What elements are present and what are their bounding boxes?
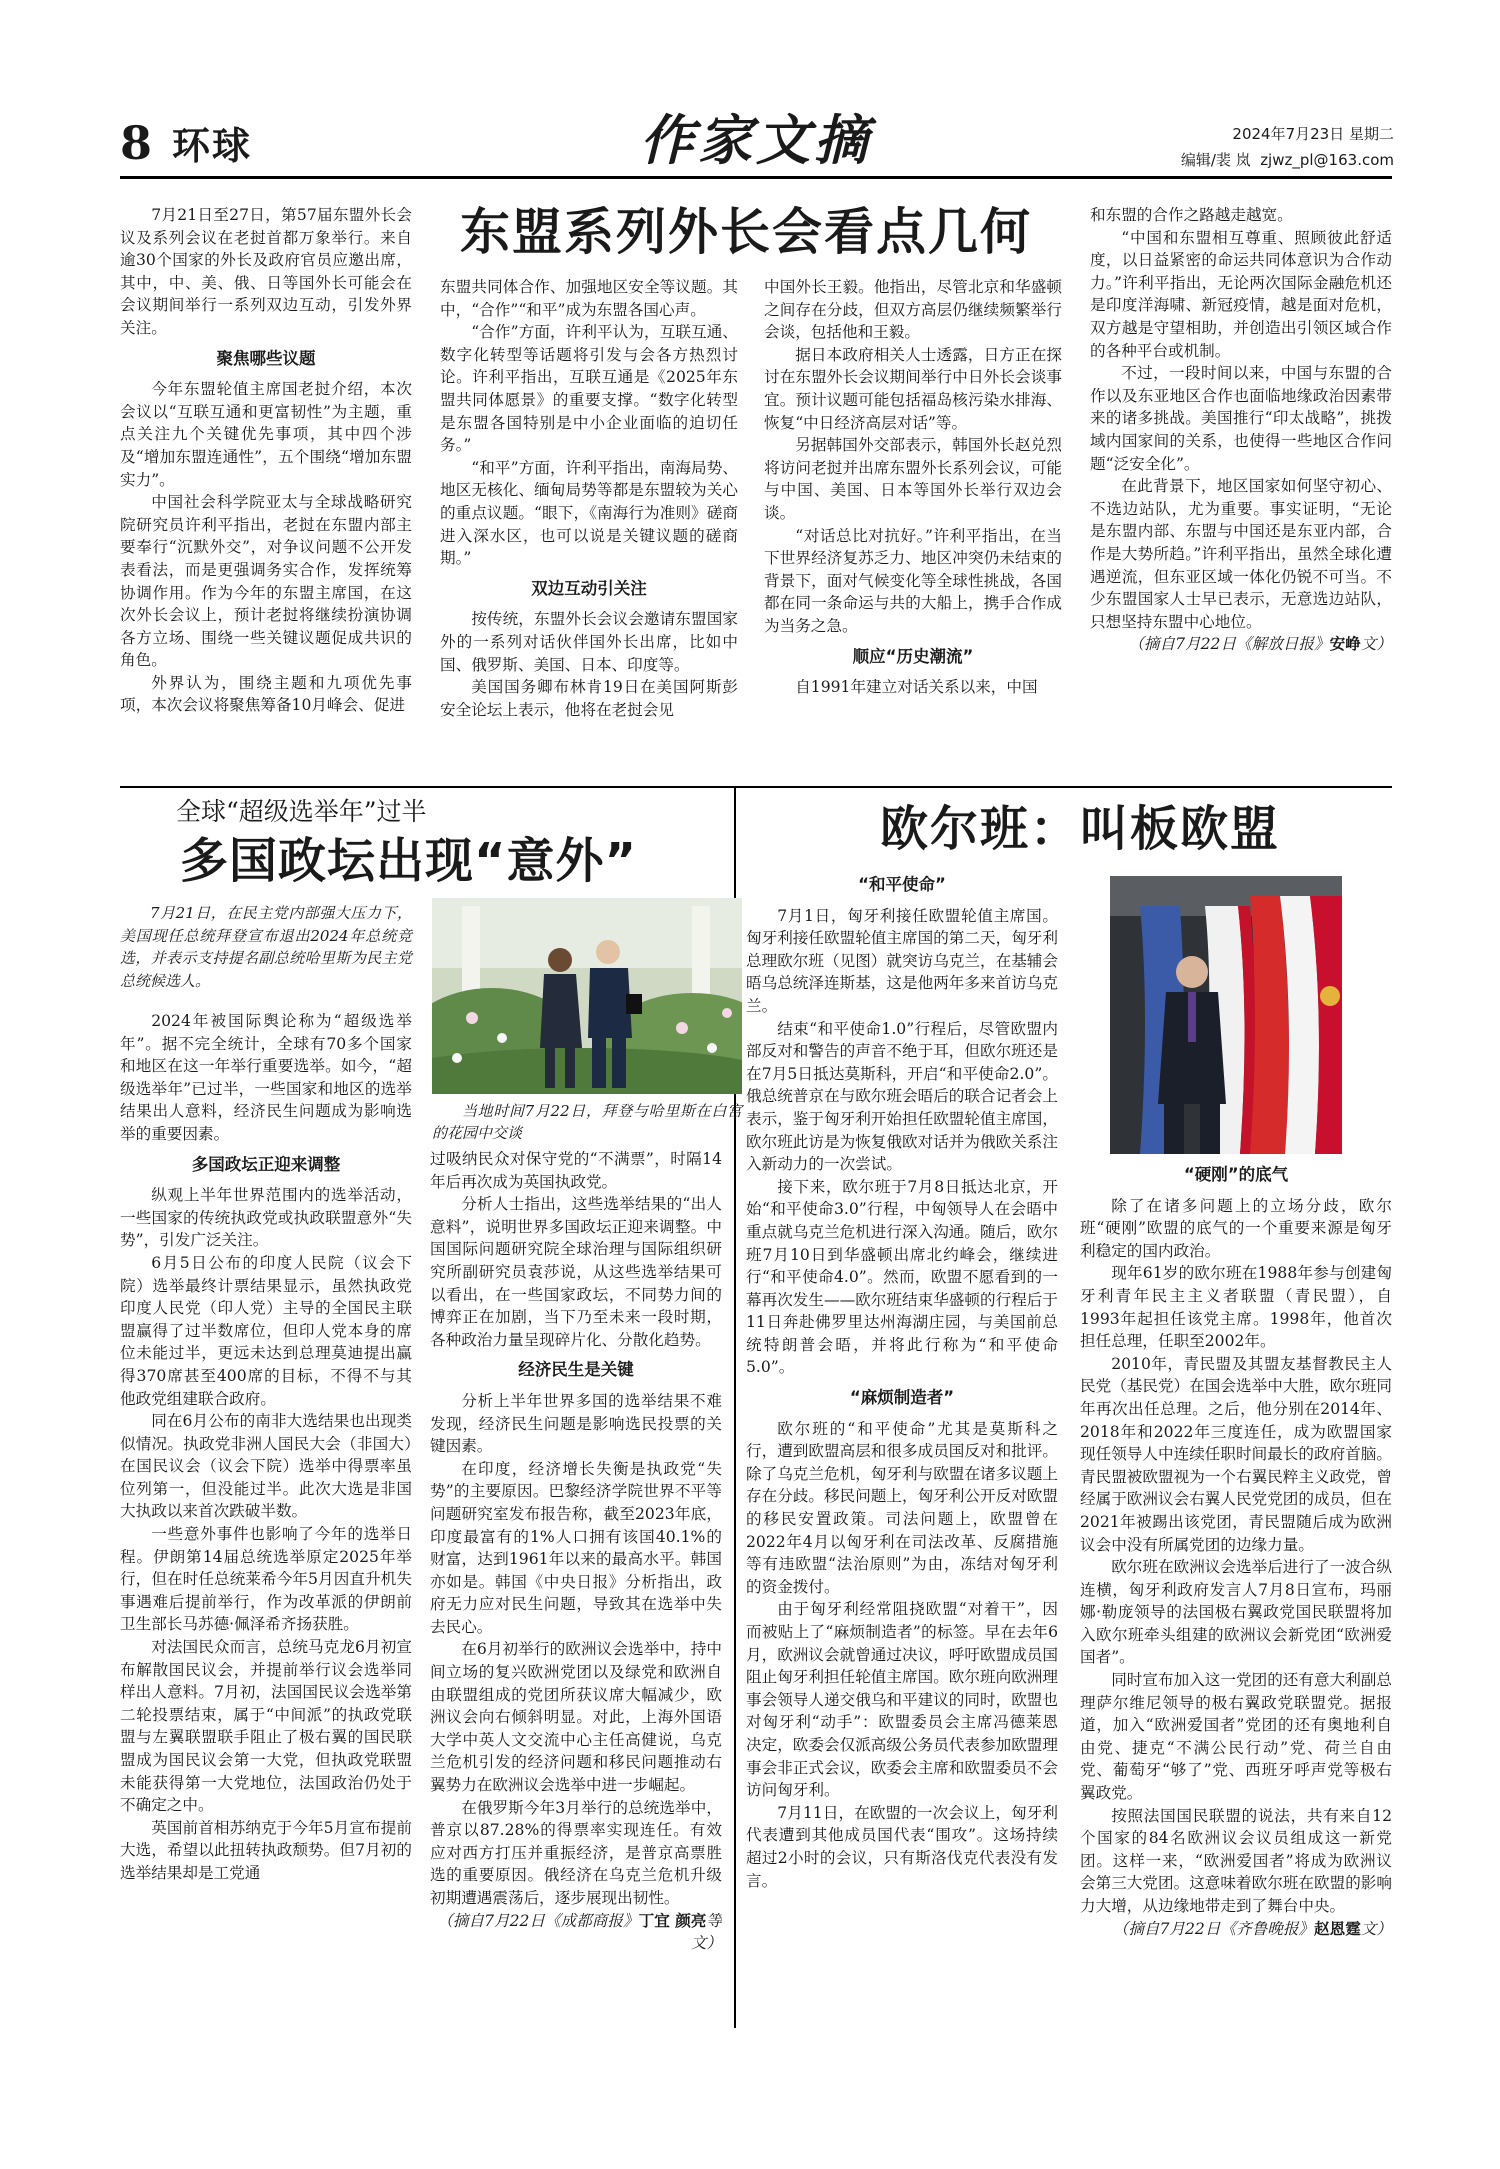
paragraph: 今年东盟轮值主席国老挝介绍，本次会议以“互联互通和更富韧性”为主题，重点关注九个关键优先事项，其中四个涉及“增加东盟连通性”，五个围绕“增加东盟实力”。	[120, 380, 412, 489]
a3-headline: 欧尔班：叫板欧盟	[880, 801, 1281, 857]
paragraph: 东盟共同体合作、加强地区安全等议题。其中，“合作”“和平”成为东盟各国心声。	[440, 278, 738, 319]
a1-column-4	[1090, 204, 1392, 768]
paragraph: 同时宣布加入这一党团的还有意大利副总理萨尔维尼领导的极右翼政党联盟党。据报道，加入“欧洲爱国者”党团的还有奥地利自由党、捷克“不满公民行动”党、荷兰自由党、葡萄牙“够了”党、西班牙呼声党等极右翼政党。	[1080, 1671, 1392, 1803]
masthead-rule	[120, 176, 1392, 179]
paragraph: 在此背景下，地区国家如何坚守初心、不选边站队，尤为重要。事实证明，“无论是东盟内部、东盟与中国还是东亚内部，合作是大势所趋。”许利平指出，虽然全球化遭遇逆流，但东亚区域一体化仍锐不可当。不少东盟国家人士早已表示，无意选边站队，只想坚持东盟中心地位。	[1090, 477, 1392, 631]
paragraph: 一些意外事件也影响了今年的选举日程。伊朗第14届总统选举原定2025年举行，但在时任总统莱希今年5月因直升机失事遇难后提前举行，作为改革派的伊朗前卫生部长马苏德·佩泽希齐扬获胜。	[120, 1525, 412, 1634]
source-close: 文）	[1360, 1919, 1392, 1938]
a3-column-2	[1080, 1160, 1392, 2026]
paragraph: 除了在诸多问题上的立场分歧，欧尔班“硬刚”欧盟的底气的一个重要来源是匈牙利稳定的国内政治。	[1080, 1196, 1392, 1260]
a1-column-3	[764, 276, 1062, 768]
page-number: 8	[120, 116, 153, 170]
paragraph: 现年61岁的欧尔班在1988年参与创建匈牙利青年民主主义者联盟（青民盟），自1993年起担任该党主席。1998年，他首次担任总理，任职至2002年。	[1080, 1264, 1392, 1351]
photo-subheading: “硬刚”的底气	[1183, 1165, 1289, 1184]
source-line	[1080, 1918, 1392, 1941]
paragraph: 2010年，青民盟及其盟友基督教民主人民党（基民党）在国会选举中大胜，欧尔班同年再次出任总理。之后，他分别在2014年、2018年和2022年三度连任，成为欧盟国家现任领导人中连续任职时间最长的政府首脑。青民盟被欧盟视为一个右翼民粹主义政党，曾经属于欧洲议会右翼人民党党团的成员，但在2021年被踢出该党团，青民盟随后成为欧洲议会中没有所属党团的边缘力量。	[1080, 1354, 1392, 1554]
editor-line	[1180, 150, 1394, 170]
editor-name: 编辑/裴 岚	[1180, 151, 1251, 169]
subheading: 顺应“历史潮流”	[852, 646, 974, 666]
paragraph: “对话总比对抗好。”许利平指出，在当下世界经济复苏乏力、地区冲突仍未结束的背景下，面对气候变化等全球性挑战，各国都在同一条命运与共的大船上，携手合作成为当务之急。	[764, 526, 1062, 635]
editor-email: zjwz_pl@163.com	[1260, 151, 1394, 169]
paragraph: 欧尔班的“和平使命”尤其是莫斯科之行，遭到欧盟高层和很多成员国反对和批评。除了乌克兰危机，匈牙利与欧盟在诸多议题上存在分歧。移民问题上，匈牙利公开反对欧盟的移民安置政策。司法问题上，欧盟曾在2022年4月以匈牙利在司法改革、反腐措施等有违欧盟“法治原则”为由，冻结对匈牙利的资金拨付。	[746, 1419, 1058, 1596]
paragraph: 过吸纳民众对保守党的“不满票”，时隔14年后再次成为英国执政党。	[430, 1150, 722, 1191]
paragraph: 据日本政府相关人士透露，日方正在探讨在东盟外长会议期间举行中日外长会谈事宜。预计议题可能包括福岛核污染水排海、恢复“中日经济高层对话”等。	[764, 345, 1062, 432]
paragraph: 由于匈牙利经常阻挠欧盟“对着干”，因而被贴上了“麻烦制造者”的标签。早在去年6月，欧洲议会就曾通过决议，呼吁欧盟成员国阻止匈牙利担任轮值主席国。欧尔班向欧洲理事会领导人递交俄乌和平建议的同时，欧盟也对匈牙利“动手”：欧盟委员会主席冯德莱恩决定，欧委会仅派高级公务员代表参加欧盟理事会非正式会议，欧委会主席和欧盟委员不会访问匈牙利。	[746, 1600, 1058, 1800]
paragraph: 纵观上半年世界范围内的选举活动，一些国家的传统执政党或执政联盟意外“失势”，引发广泛关注。	[120, 1186, 412, 1250]
subheading: “麻烦制造者”	[849, 1388, 955, 1408]
paragraph: 6月5日公布的印度人民院（议会下院）选举最终计票结果显示，虽然执政党印度人民党（印人党）主导的全国民主联盟赢得了过半数席位，但印人党本身的席位未能过半，更远未达到总理莫迪提出赢得370席甚至400席的目标，不得不与其他政党组建联合政府。	[120, 1253, 412, 1408]
biden-harris-photo	[432, 898, 742, 1094]
paragraph: 7月21日至27日，第57届东盟外长会议及系列会议在老挝首都万象举行。来自逾30个国家的外长及政府官员应邀出席，其中，中、美、俄、日等国外长可能会在会议期间举行一系列双边互动，引发外界关注。	[120, 206, 412, 337]
paragraph: 和东盟的合作之路越走越宽。	[1090, 206, 1293, 224]
source-line	[430, 1910, 722, 1955]
paragraph: 自1991年建立对话关系以来，中国	[795, 678, 1038, 697]
paragraph: “中国和东盟相互尊重、照顾彼此舒适度，以日益紧密的命运共同体意识为合作动力。”许利平指出，无论两次国际金融危机还是印度洋海啸、新冠疫情，越是面对危机，双方越是守望相助，并创造出引领区域合作的各种平台或机制。	[1090, 228, 1392, 360]
paragraph: 中国外长王毅。他指出，尽管北京和华盛顿之间存在分歧，但双方高层仍继续频繁举行会谈，包括他和王毅。	[764, 278, 1062, 342]
a2-column-2	[430, 1148, 722, 2026]
a1-column-1	[120, 204, 412, 768]
paragraph: 中国社会科学院亚太与全球战略研究院研究员许利平指出，老挝在东盟内部主要奉行“沉默外交”，对争议问题不公开发表看法，而是更强调务实合作，发挥统筹协调作用。作为今年的东盟主席国，在这次外长会议上，预计老挝将继续扮演协调各方立场、围绕一些关键议题促成共识的角色。	[120, 493, 412, 670]
section-divider	[120, 786, 1392, 788]
author-name: 赵恩霆	[1314, 1918, 1361, 1938]
orban-photo	[1110, 876, 1342, 1154]
photo-caption: 当地时间7月22日，拜登与哈里斯在白宫的花园中交谈	[432, 1102, 742, 1142]
a1-column-2	[440, 276, 738, 768]
author-name: 安峥	[1329, 634, 1361, 654]
a1-headline: 东盟系列外长会看点几何	[460, 203, 1032, 261]
a2-headline: 多国政坛出现“意外”	[180, 833, 638, 889]
section-name: 环球	[172, 124, 253, 168]
paragraph: 接下来，欧尔班于7月8日抵达北京，开始“和平使命3.0”行程，中匈领导人在会晤中重点就乌克兰危机进行深入沟通。随后，欧尔班7月10日到华盛顿出席北约峰会，继续进行“和平使命4.0”。然而，欧盟不愿看到的一幕再次发生——欧尔班结束华盛顿的行程后于11日奔赴佛罗里达州海湖庄园，与美国前总统特朗普会晤，并将此行称为“和平使命5.0”。	[746, 1177, 1058, 1377]
paragraph: “和平”方面，许利平指出，南海局势、地区无核化、缅甸局势等都是东盟较为关心的重点议题。“眼下，《南海行为准则》磋商进入深水区，也可以说是关键议题的磋商期。”	[440, 458, 738, 568]
source-close: 文）	[1360, 635, 1392, 654]
paragraph: 不过，一段时间以来，中国与东盟的合作以及东亚地区合作也面临地缘政治因素带来的诸多挑战。美国推行“印太战略”，挑拨域内国家间的关系，也使得一些地区合作问题“泛安全化”。	[1090, 364, 1392, 473]
paragraph: 欧尔班在欧洲议会选举后进行了一波合纵连横，匈牙利政府发言人7月8日宣布，玛丽娜·勒庞领导的法国极右翼政党国民联盟将加入欧尔班牵头组建的欧洲议会新党团“欧洲爱国者”。	[1080, 1558, 1392, 1667]
a2-column-1	[120, 1010, 412, 2026]
paragraph: 在印度，经济增长失衡是执政党“失势”的主要原因。巴黎经济学院世界不平等问题研究室发布报告称，截至2023年底，印度最富有的1%人口拥有该国40.1%的财富，达到1961年以来的最高水平。韩国亦如是。韩国《中央日报》分析指出，政府无力应对民生问题，导致其在选举中失去民心。	[430, 1459, 722, 1636]
source-text: （摘自7月22日《解放日报》	[1128, 635, 1330, 654]
issue-date: 2024年7月23日 星期二	[1232, 125, 1394, 143]
a2-lead: 7月21日，在民主党内部强大压力下，美国现任总统拜登宣布退出2024年总统竞选，并表示支持提名副总统哈里斯为民主党总统候选人。	[120, 904, 412, 990]
paragraph: 7月11日，在欧盟的一次会议上，匈牙利代表遭到其他成员国代表“围攻”。这场持续超过2小时的会议，只有斯洛伐克代表没有发言。	[746, 1803, 1058, 1890]
newspaper-logo: 作家文摘	[640, 108, 872, 172]
source-text: （摘自7月22日《成都商报》	[437, 1911, 639, 1930]
paragraph: 结束“和平使命1.0”行程后，尽管欧盟内部反对和警告的声音不绝于耳，但欧尔班还是在7月5日抵达莫斯科，开启“和平使命2.0”。俄总统普京在与欧尔班会晤后的联合记者会上表示，鉴于匈牙利开始担任欧盟轮值主席国，欧尔班此访是为恢复俄欧对话并为俄欧关系注入新动力的一次尝试。	[746, 1019, 1058, 1174]
paragraph: 按传统，东盟外长会议会邀请东盟国家外的一系列对话伙伴国外长出席，比如中国、俄罗斯、美国、日本、印度等。	[440, 610, 738, 674]
paragraph: 英国前首相苏纳克于今年5月宣布提前大选，希望以此扭转执政颓势。但7月初的选举结果却是工党通	[120, 1818, 412, 1882]
a3-column-1	[746, 870, 1058, 2026]
paragraph: 2024年被国际舆论称为“超级选举年”。据不完全统计，全球有70多个国家和地区在这一年举行重要选举。如今，“超级选举年”已过半，一些国家和地区的选举结果出人意料，经济民生问题成为影响选举的重要因素。	[120, 1012, 412, 1143]
photo-illustration	[432, 898, 742, 1094]
source-close: 等文）	[690, 1911, 722, 1953]
author-name: 丁宜 颜亮	[638, 1910, 707, 1930]
subheading: 双边互动引关注	[531, 578, 647, 598]
paragraph: 在6月初举行的欧洲议会选举中，持中间立场的复兴欧洲党团以及绿党和欧洲自由联盟组成的党团所获议席大幅减少，欧洲议会向右倾斜明显。对此，上海外国语大学中英人文交流中心主任高健说，乌克兰危机引发的经济问题和移民问题推动右翼势力在欧洲议会选举中进一步崛起。	[430, 1640, 722, 1795]
paragraph: 同在6月公布的南非大选结果也出现类似情况。执政党非洲人国民大会（非国大）在国民议会（议会下院）选举中得票率虽位列第一，但没能过半。此次大选是非国大执政以来首次跌破半数。	[120, 1412, 412, 1521]
subheading: “和平使命”	[858, 875, 946, 894]
subheading: 多国政坛正迎来调整	[191, 1154, 341, 1174]
paragraph: 在俄罗斯今年3月举行的总统选举中，普京以87.28%的得票率实现连任。有效应对西方打压并重振经济，是普京高票胜选的重要原因。俄经济在乌克兰危机升级初期遭遇震荡后，逐步展现出韧性。	[430, 1798, 722, 1907]
paragraph: 按照法国国民联盟的说法，共有来自12个国家的84名欧洲议会议员组成这一新党团。这样一来，“欧洲爱国者”将成为欧洲议会第三大党团。这意味着欧尔班在欧盟的影响力大增，从边缘地带走到了舞台中央。	[1080, 1806, 1392, 1915]
paragraph: “合作”方面，许利平认为，互联互通、数字化转型等话题将引发与会各方热烈讨论。许利平指出，互联互通是《2025年东盟共同体愿景》的重要支撑。“数字化转型是东盟各国特别是中小企业面临的迫切任务。”	[440, 323, 738, 455]
paragraph: 外界认为，围绕主题和九项优先事项，本次会议将聚焦筹备10月峰会、促进	[120, 673, 412, 715]
paragraph: 分析人士指出，这些选举结果的“出人意料”，说明世界多国政坛正迎来调整。中国国际问题研究院全球治理与国际组织研究所副研究员袁莎说，从这些选举结果可以看出，在一些国家政坛，不同势力间的博弈正在加剧，当下乃至未来一段时期，各种政治力量呈现碎片化、分散化趋势。	[430, 1195, 722, 1349]
photo-illustration	[1110, 876, 1342, 1154]
paragraph: 美国国务卿布林肯19日在美国阿斯彭安全论坛上表示，他将在老挝会见	[440, 678, 738, 719]
source-text: （摘自7月22日《齐鲁晚报》	[1112, 1919, 1315, 1938]
source-line	[1090, 633, 1392, 656]
paragraph: 对法国民众而言，总统马克龙6月初宣布解散国民议会，并提前举行议会选举同样出人意料。7月初，法国国民议会选举第二轮投票结束，属于“中间派”的执政党联盟与左翼联盟联手阻止了极右翼的国民联盟成为国民议会第一大党，但执政党联盟未能获得第一大党地位，法国政治仍处于不确定之中。	[120, 1638, 412, 1815]
subheading: 经济民生是关键	[518, 1360, 634, 1380]
paragraph: 7月1日，匈牙利接任欧盟轮值主席国。匈牙利接任欧盟轮值主席国的第二天，匈牙利总理欧尔班（见图）就突访乌克兰，在基辅会晤乌总统泽连斯基，这是他两年多来首访乌克兰。	[746, 906, 1058, 1015]
paragraph: 分析上半年世界多国的选举结果不难发现，经济民生问题是影响选民投票的关键因素。	[430, 1391, 722, 1456]
a2-kicker: 全球“超级选举年”过半	[176, 797, 427, 826]
subheading: 聚焦哪些议题	[216, 348, 316, 368]
paragraph: 另据韩国外交部表示，韩国外长赵兑烈将访问老挝并出席东盟外长系列会议，可能与中国、美国、日本等国外长举行双边会谈。	[764, 436, 1062, 522]
